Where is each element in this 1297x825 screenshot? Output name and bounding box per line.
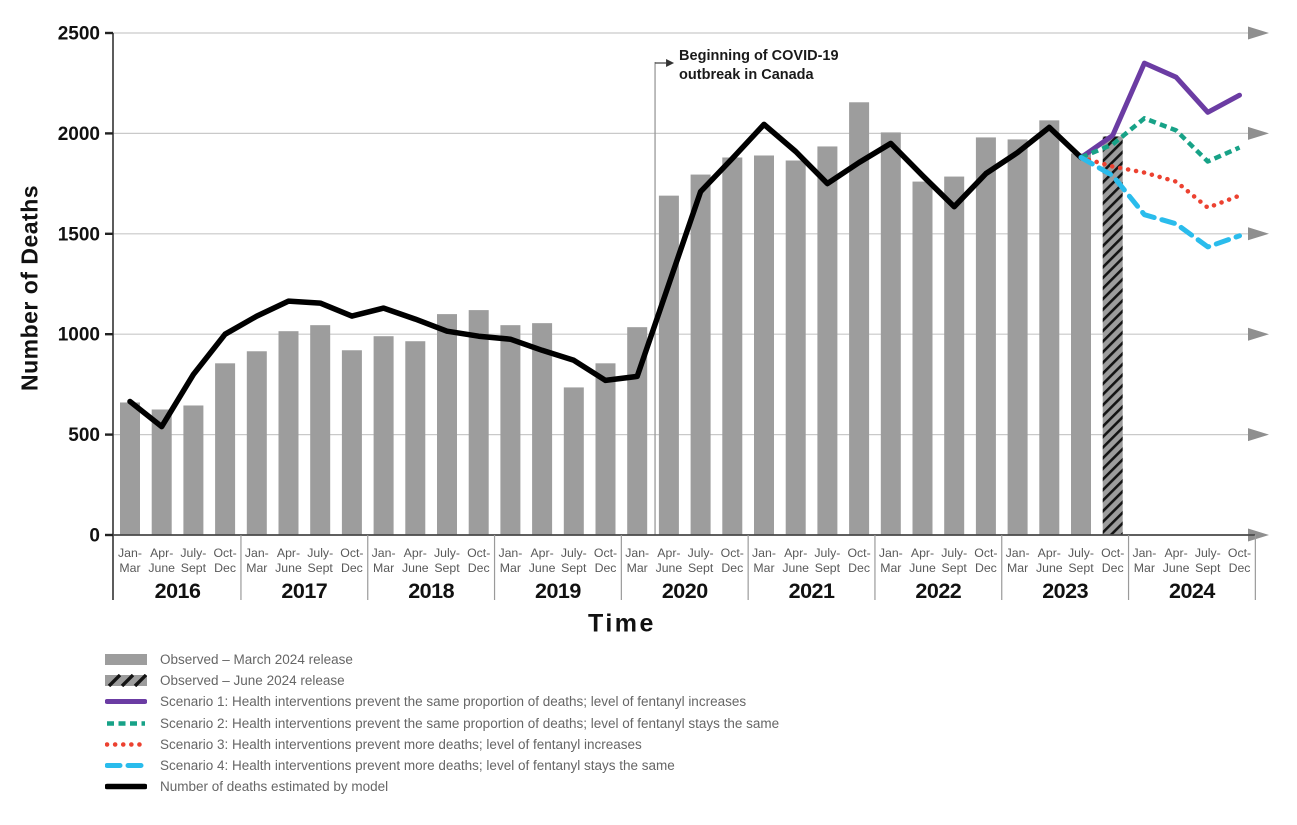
quarter-label: July-Sept [1068, 546, 1094, 575]
quarter-label: Jan-Mar [625, 546, 650, 575]
legend-item [105, 670, 779, 691]
legend-swatch [105, 717, 147, 730]
quarter-label: Oct-Dec [340, 546, 364, 575]
quarter-label: Apr-June [1162, 546, 1190, 575]
y-axis-title: Number of Deaths [16, 184, 43, 392]
bar [691, 175, 711, 535]
year-label: 2024 [1169, 579, 1215, 603]
year-label: 2018 [408, 579, 455, 603]
legend-item [105, 649, 779, 670]
bar [1008, 139, 1028, 535]
line-swatch-icon [105, 695, 147, 708]
bar [1071, 153, 1091, 535]
model-line [130, 124, 1081, 426]
line-swatch-icon [105, 717, 147, 730]
year-label: 2022 [915, 579, 962, 603]
bar [437, 314, 457, 535]
x-axis-labels [118, 535, 1255, 603]
hatched-bar-swatch-icon [105, 674, 147, 687]
legend-label: Observed – June 2024 release [160, 673, 345, 689]
y-axis-ticks [58, 24, 113, 547]
quarter-label: Oct-Dec [847, 546, 871, 575]
annotation-text: outbreak in Canada [679, 67, 814, 83]
gridline-arrow-icon [1248, 27, 1269, 40]
quarter-label: Oct-Dec [720, 546, 744, 575]
bar [279, 331, 299, 535]
bar [342, 350, 362, 535]
line-swatch-icon [105, 759, 147, 772]
quarter-label: Apr-June [909, 546, 936, 575]
legend [105, 649, 779, 797]
quarter-label: Apr-June [655, 546, 683, 575]
legend-label: Scenario 2: Health interventions prevent the same proportion of deaths; level of fentanyl stays the same [160, 715, 780, 731]
quarter-label: July-Sept [180, 546, 207, 575]
year-label: 2023 [1042, 579, 1089, 603]
bar [722, 157, 742, 535]
bar [374, 336, 394, 535]
bar [469, 310, 489, 535]
y-tick-label: 2500 [57, 23, 100, 45]
bar [881, 132, 901, 535]
quarter-label: Oct-Dec [213, 546, 237, 575]
quarter-label: Jan-Mar [752, 546, 776, 575]
y-tick-label: 2000 [57, 123, 100, 145]
quarter-label: July-Sept [434, 546, 460, 575]
year-label: 2017 [281, 579, 328, 603]
legend-swatch [105, 674, 147, 687]
bar [500, 325, 520, 535]
bar [564, 387, 584, 535]
legend-item [105, 755, 779, 776]
legend-item [105, 713, 779, 734]
bar [913, 182, 933, 535]
quarter-label: July-Sept [687, 546, 714, 575]
quarter-label: Jan-Mar [244, 546, 269, 575]
legend-label: Scenario 3: Health interventions prevent more deaths; level of fentanyl increases [160, 736, 642, 752]
quarter-label: Jan-Mar [878, 546, 903, 575]
quarter-label: Apr-June [148, 546, 176, 575]
bar [310, 325, 330, 535]
quarter-label: Oct-Dec [467, 546, 491, 575]
scenario-1-line [1081, 63, 1240, 157]
quarter-label: Apr-June [401, 546, 429, 575]
gridline-arrow-icon [1248, 127, 1269, 140]
legend-swatch [105, 653, 147, 666]
bar [596, 363, 616, 535]
bar [976, 137, 996, 535]
bar [215, 363, 235, 535]
bar [659, 196, 679, 535]
legend-swatch [105, 695, 147, 708]
y-tick-label: 1000 [57, 324, 100, 346]
covid-annotation [655, 48, 839, 83]
bar [944, 177, 964, 535]
legend-label: Number of deaths estimated by model [160, 779, 389, 795]
y-tick-label: 1500 [57, 224, 100, 246]
legend-swatch [105, 759, 147, 772]
legend-item [105, 734, 779, 755]
year-label: 2016 [154, 579, 201, 603]
quarter-label: July-Sept [1194, 546, 1221, 575]
quarter-label: Jan-Mar [1005, 546, 1030, 575]
bars-observed-june [1103, 136, 1123, 535]
annotation-text: Beginning of COVID-19 [679, 48, 839, 64]
gridline-arrow-icon [1248, 428, 1269, 441]
quarter-label: July-Sept [941, 546, 968, 575]
bar [1103, 136, 1123, 535]
year-label: 2021 [788, 579, 835, 603]
legend-swatch [105, 780, 147, 793]
quarter-label: July-Sept [814, 546, 841, 575]
bar [183, 405, 203, 535]
bar [405, 341, 425, 535]
quarter-label: Jan-Mar [118, 546, 142, 575]
year-label: 2020 [661, 579, 708, 603]
quarter-label: Oct-Dec [1227, 546, 1252, 575]
quarter-label: July-Sept [307, 546, 334, 575]
quarter-label: Apr-June [1035, 546, 1063, 575]
bar [1039, 120, 1059, 535]
quarter-label: Apr-June [528, 546, 556, 575]
y-tick-label: 500 [68, 425, 100, 447]
bar-swatch-icon [105, 653, 147, 666]
year-label: 2019 [535, 579, 581, 603]
quarter-label: Oct-Dec [593, 546, 618, 575]
legend-label: Scenario 1: Health interventions prevent the same proportion of deaths; level of fentanyl increases [160, 694, 747, 710]
y-tick-label: 0 [89, 525, 100, 547]
quarter-label: Oct-Dec [1101, 546, 1125, 575]
bars-observed-march [120, 102, 1091, 535]
gridline-arrow-icon [1248, 328, 1269, 341]
bar [786, 161, 806, 535]
gridline-arrow-icon [1248, 227, 1269, 240]
legend-item [105, 691, 779, 712]
annotation-arrow-icon [666, 59, 674, 67]
legend-label: Scenario 4: Health interventions prevent more deaths; level of fentanyl stays the same [160, 758, 675, 774]
bar [247, 351, 267, 535]
bar [817, 146, 837, 535]
x-axis-title: Time [588, 609, 656, 638]
legend-swatch [105, 738, 147, 751]
quarter-label: Jan-Mar [498, 546, 523, 575]
quarter-label: Oct-Dec [974, 546, 998, 575]
quarter-label: Apr-June [275, 546, 302, 575]
quarter-label: Jan-Mar [371, 546, 396, 575]
quarter-label: Apr-June [782, 546, 810, 575]
quarter-label: July-Sept [560, 546, 587, 575]
bar [120, 402, 140, 535]
line-swatch-icon [105, 780, 147, 793]
line-swatch-icon [105, 738, 147, 751]
quarter-label: Jan-Mar [1132, 546, 1157, 575]
bar [754, 155, 774, 535]
legend-item [105, 776, 779, 797]
legend-label: Observed – March 2024 release [160, 652, 353, 668]
